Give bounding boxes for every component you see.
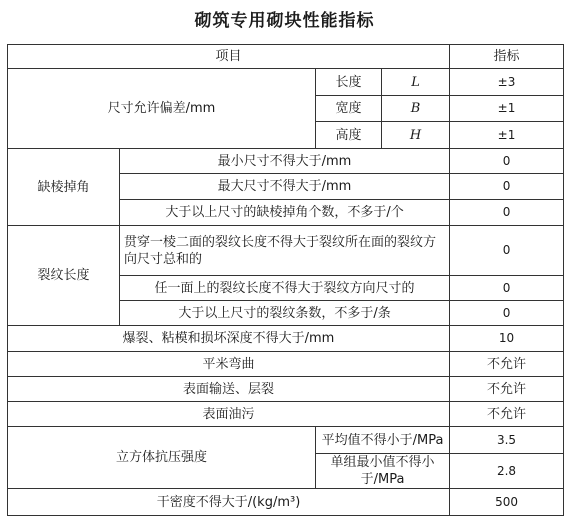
compressive-min: 单组最小值不得小于/MPa <box>316 454 450 489</box>
table-row <box>8 226 564 276</box>
dry-density-text: 干密度不得大于/(kg/m³) <box>8 489 450 516</box>
corner-defect-max-value: 0 <box>450 174 564 200</box>
table-header-row <box>8 45 564 69</box>
length-label: 长度 <box>316 69 382 96</box>
height-symbol: H <box>382 122 450 149</box>
length-value: ±3 <box>450 69 564 96</box>
crack-any-face-value: 0 <box>450 276 564 301</box>
surface-oil-text: 表面油污 <box>8 402 450 427</box>
corner-defect-max: 最大尺寸不得大于/mm <box>120 174 450 200</box>
table-row <box>8 149 564 174</box>
length-symbol: L <box>382 69 450 96</box>
width-symbol: B <box>382 96 450 122</box>
flatness-value: 不允许 <box>450 352 564 377</box>
crack-through-value: 0 <box>450 226 564 276</box>
height-value: ±1 <box>450 122 564 149</box>
table-row <box>8 489 564 516</box>
crack-count-value: 0 <box>450 301 564 326</box>
corner-defect-label: 缺棱掉角 <box>8 149 120 226</box>
table-row <box>8 427 564 454</box>
header-item: 项目 <box>8 45 450 69</box>
width-label: 宽度 <box>316 96 382 122</box>
dry-density-value: 500 <box>450 489 564 516</box>
performance-table <box>7 44 564 516</box>
crack-any-face: 任一面上的裂纹长度不得大于裂纹方向尺寸的 <box>120 276 450 301</box>
compressive-avg-value: 3.5 <box>450 427 564 454</box>
compressive-avg: 平均值不得小于/MPa <box>316 427 450 454</box>
burst-text: 爆裂、粘模和损坏深度不得大于/mm <box>8 326 450 352</box>
table-row <box>8 352 564 377</box>
table-row <box>8 326 564 352</box>
header-index: 指标 <box>450 45 564 69</box>
crack-length-label: 裂纹长度 <box>8 226 120 326</box>
crack-through: 贯穿一棱二面的裂纹长度不得大于裂纹所在面的裂纹方向尺寸总和的 <box>120 226 450 276</box>
surface-peel-text: 表面输送、层裂 <box>8 377 450 402</box>
flatness-text: 平米弯曲 <box>8 352 450 377</box>
size-tolerance-label: 尺寸允许偏差/mm <box>8 69 316 149</box>
table-row <box>8 69 564 96</box>
crack-count: 大于以上尺寸的裂纹条数，不多于/条 <box>120 301 450 326</box>
burst-value: 10 <box>450 326 564 352</box>
corner-defect-min: 最小尺寸不得大于/mm <box>120 149 450 174</box>
width-value: ±1 <box>450 96 564 122</box>
compressive-min-value: 2.8 <box>450 454 564 489</box>
height-label: 高度 <box>316 122 382 149</box>
table-row <box>8 377 564 402</box>
page-title: 砌筑专用砌块性能指标 <box>194 11 375 31</box>
table-row <box>8 402 564 427</box>
compressive-label: 立方体抗压强度 <box>8 427 316 489</box>
corner-defect-min-value: 0 <box>450 149 564 174</box>
surface-oil-value: 不允许 <box>450 402 564 427</box>
corner-defect-count-value: 0 <box>450 200 564 226</box>
surface-peel-value: 不允许 <box>450 377 564 402</box>
corner-defect-count: 大于以上尺寸的缺棱掉角个数，不多于/个 <box>120 200 450 226</box>
